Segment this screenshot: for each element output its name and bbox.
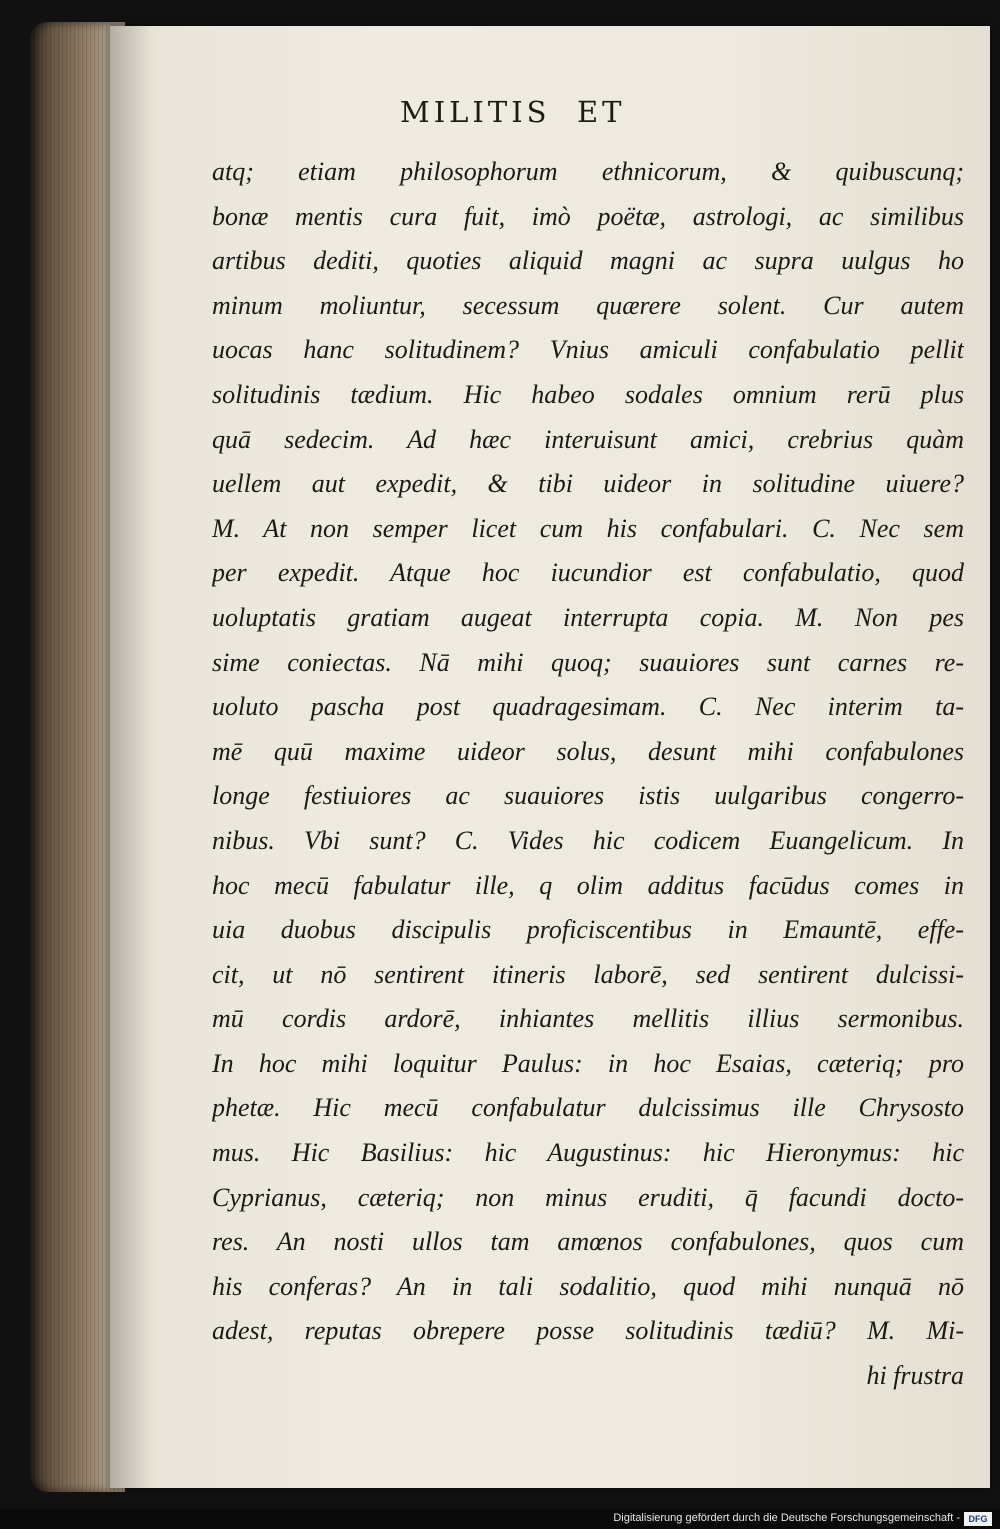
- text-line: phetæ. Hic mecū confabulatur dulcissimus ille Chrysosto: [212, 1093, 964, 1123]
- text-line: solitudinis tædium. Hic habeo sodales omnium rerū plus: [212, 379, 964, 409]
- text-line: M. At non semper licet cum his confabulari. C. Nec sem: [212, 513, 964, 543]
- text-line: uia duobus discipulis proficiscentibus in Emauntē, effe-: [212, 915, 964, 945]
- text-line: mus. Hic Basilius: hic Augustinus: hic Hieronymus: hic: [212, 1138, 964, 1168]
- text-line: res. An nosti ullos tam amœnos confabulones, quos cum: [212, 1227, 964, 1257]
- text-line: quā sedecim. Ad hæc interuisunt amici, crebrius quàm: [212, 424, 964, 454]
- text-line: uellem aut expedit, & tibi uideor in solitudine uiuere?: [212, 469, 964, 499]
- body-text: [212, 150, 964, 1399]
- text-line: hoc mecū fabulatur ille, q olim additus facūdus comes in: [212, 870, 964, 900]
- text-line: hi frustra: [866, 1361, 964, 1391]
- text-line: sime coniectas. Nā mihi quoq; suauiores sunt carnes re-: [212, 647, 964, 677]
- text-line: uoluptatis gratiam augeat interrupta copia. M. Non pes: [212, 602, 964, 632]
- text-line: mē quū maxime uideor solus, desunt mihi confabulones: [212, 736, 964, 766]
- dfg-logo: DFG: [964, 1512, 992, 1526]
- text-line: minum moliuntur, secessum quærere solent. Cur autem: [212, 290, 964, 320]
- funding-credit: Digitalisierung gefördert durch die Deutsche Forschungsgemeinschaft -: [613, 1512, 960, 1524]
- text-line: atq; etiam philosophorum ethnicorum, & quibuscunq;: [212, 157, 964, 186]
- text-line: Cyprianus, cæteriq; non minus eruditi, q̄ facundi docto-: [212, 1182, 964, 1212]
- footer-bar: [0, 1509, 1000, 1529]
- text-line: In hoc mihi loquitur Paulus: in hoc Esaias, cæteriq; pro: [212, 1048, 964, 1078]
- text-line: artibus dediti, quoties aliquid magni ac supra uulgus ho: [212, 246, 964, 276]
- text-line: longe festiuiores ac suauiores istis uulgaribus congerro-: [212, 781, 964, 811]
- text-line: uoluto pascha post quadragesimam. C. Nec interim ta-: [212, 692, 964, 722]
- text-line: nibus. Vbi sunt? C. Vides hic codicem Euangelicum. In: [212, 825, 964, 855]
- running-head: MILITIS ET: [400, 95, 626, 129]
- text-line: cit, ut nō sentirent itineris laborē, sed sentirent dulcissi-: [212, 959, 964, 989]
- text-line: mū cordis ardorē, inhiantes mellitis illius sermonibus.: [212, 1004, 964, 1034]
- text-line: uocas hanc solitudinem? Vnius amiculi confabulatio pellit: [212, 335, 964, 365]
- text-line: his conferas? An in tali sodalitio, quod mihi nunquā nō: [212, 1271, 964, 1301]
- text-line: adest, reputas obrepere posse solitudinis tædiū? M. Mi-: [212, 1316, 964, 1346]
- text-line: per expedit. Atque hoc iucundior est confabulatio, quod: [212, 558, 964, 588]
- text-line: bonæ mentis cura fuit, imò poëtæ, astrologi, ac similibus: [212, 201, 964, 231]
